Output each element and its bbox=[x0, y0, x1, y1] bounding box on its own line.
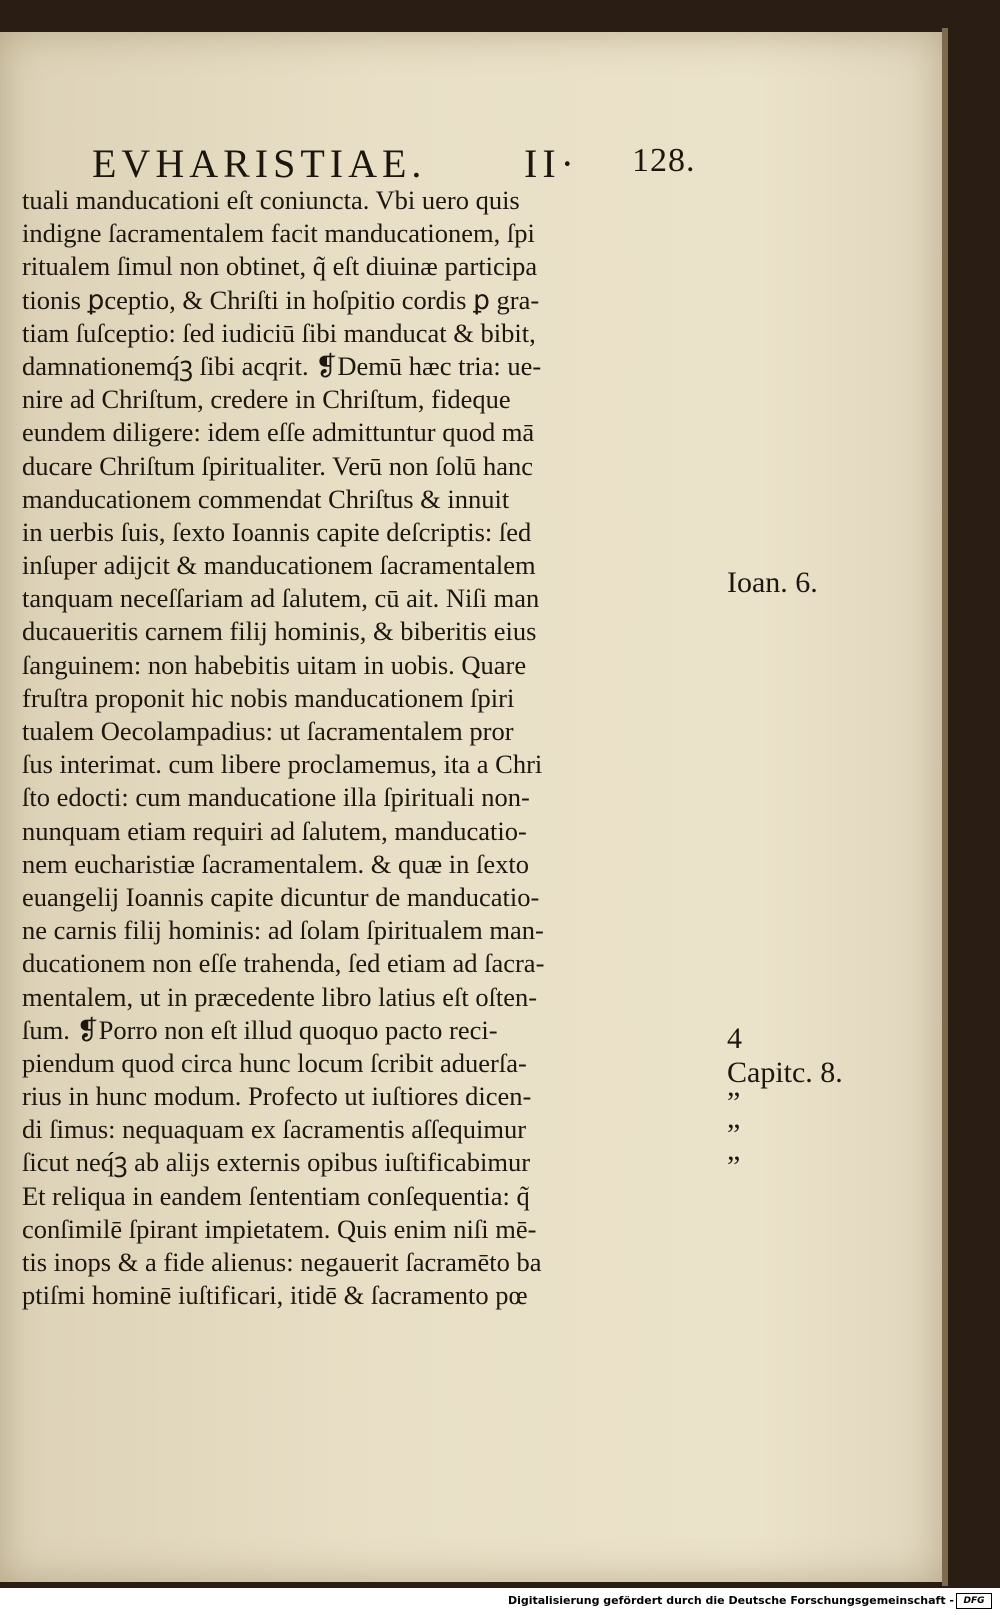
text-line: fruſtra proponit hic nobis manducationem ſpiri bbox=[22, 682, 515, 713]
text-line: nem eucharistiæ ſacramentalem. & quæ in ſexto bbox=[22, 848, 530, 879]
text-line: ſanguinem: non habebitis uitam in uobis. Quare bbox=[22, 649, 527, 680]
text-line: tis inops & a fide alienus: negauerit ſacramēto ba bbox=[22, 1247, 542, 1277]
text-line: damnationemq́ꝫ ſibi acqrit. ❡Demū hæc tria: ue- bbox=[22, 350, 542, 381]
text-line: indigne ſacramentalem facit manducationem, ſpi bbox=[22, 218, 535, 249]
running-head-title: EVHARISTIAE. bbox=[92, 141, 427, 186]
margin-note-capite: Capitc. 8. bbox=[727, 1056, 843, 1089]
margin-note-number: 4 bbox=[727, 1022, 742, 1055]
text-line: eundem diligere: idem eſſe admittuntur quod mā bbox=[22, 417, 535, 448]
footer-credit: Digitalisierung gefördert durch die Deutsche Forschungsgemeinschaft - bbox=[507, 1594, 954, 1607]
text-line: nire ad Chriſtum, credere in Chriſtum, fideque bbox=[22, 384, 511, 415]
text-line: piendum quod circa hunc locum ſcribit aduerſa- bbox=[22, 1047, 527, 1078]
text-line: rius in hunc modum. Profecto ut iuſtiores dicen- bbox=[22, 1081, 532, 1112]
text-line: ritualem ſimul non obtinet, q̃ eſt diuinæ participa bbox=[22, 251, 538, 282]
text-line: di ſimus: nequaquam ex ſacramentis aſſequimur bbox=[22, 1114, 527, 1145]
text-line: ſto edocti: cum manducatione illa ſpirituali non- bbox=[22, 782, 530, 813]
text-line: in uerbis ſuis, ſexto Ioannis capite deſcriptis: ſed bbox=[22, 516, 532, 547]
text-line: nunquam etiam requiri ad ſalutem, manducatio- bbox=[22, 815, 527, 846]
page-edge bbox=[942, 28, 948, 1586]
text-line: ſus interimat. cum libere proclamemus, ita a Chri bbox=[22, 749, 543, 780]
text-column bbox=[22, 184, 722, 1312]
quotation-mark: ” bbox=[727, 1150, 741, 1183]
text-line: tiam ſuſceptio: ſed iudiciū ſibi manducat & bibit, bbox=[22, 317, 536, 348]
text-line: inſuper adijcit & manducationem ſacramentalem bbox=[22, 550, 536, 581]
running-head-book-number: II· bbox=[524, 141, 579, 186]
quotation-mark: ” bbox=[727, 1118, 741, 1151]
text-line: ducaueritis carnem filij hominis, & biberitis eius bbox=[22, 616, 537, 647]
text-line: ptiſmi hominē iuſtificari, itidē & ſacramento pœ bbox=[22, 1280, 528, 1311]
text-line: ducationem non eſſe trahenda, ſed etiam ad ſacra- bbox=[22, 948, 545, 979]
text-line: tionis ꝑceptio, & Chriſti in hoſpitio cordis ꝑ gra- bbox=[22, 284, 540, 315]
text-line: mentalem, ut in præcedente libro latius eſt oſten- bbox=[22, 981, 538, 1012]
folio-number: 128. bbox=[632, 142, 696, 179]
running-head bbox=[92, 140, 712, 184]
dfg-logo: DFG bbox=[956, 1593, 992, 1609]
footer-bar bbox=[0, 1588, 1000, 1615]
text-line: manducationem commendat Chriſtus & innuit bbox=[22, 483, 510, 514]
text-line: tuali manducationi eſt coniuncta. Vbi uero quis bbox=[22, 185, 520, 215]
text-line: ne carnis filij hominis: ad ſolam ſpiritualem man- bbox=[22, 915, 544, 946]
text-line: euangelij Ioannis capite dicuntur de manducatio- bbox=[22, 881, 540, 912]
text-line: Et reliqua in eandem ſententiam conſequentia: q̃ bbox=[22, 1180, 530, 1211]
text-line: conſimilē ſpirant impietatem. Quis enim niſi mē- bbox=[22, 1213, 537, 1244]
text-line: tualem Oecolampadius: ut ſacramentalem pror bbox=[22, 716, 514, 746]
text-line: ducare Chriſtum ſpiritualiter. Verū non ſolū hanc bbox=[22, 450, 533, 481]
margin-note-ioan: Ioan. 6. bbox=[727, 566, 818, 599]
text-line: tanquam neceſſariam ad ſalutem, cū ait. Niſi man bbox=[22, 583, 540, 614]
text-line: ſicut neq́ꝫ ab alijs externis opibus iuſtificabimur bbox=[22, 1147, 531, 1178]
text-line: ſum. ❡Porro non eſt illud quoquo pacto reci- bbox=[22, 1014, 498, 1045]
quotation-mark: ” bbox=[727, 1086, 741, 1119]
